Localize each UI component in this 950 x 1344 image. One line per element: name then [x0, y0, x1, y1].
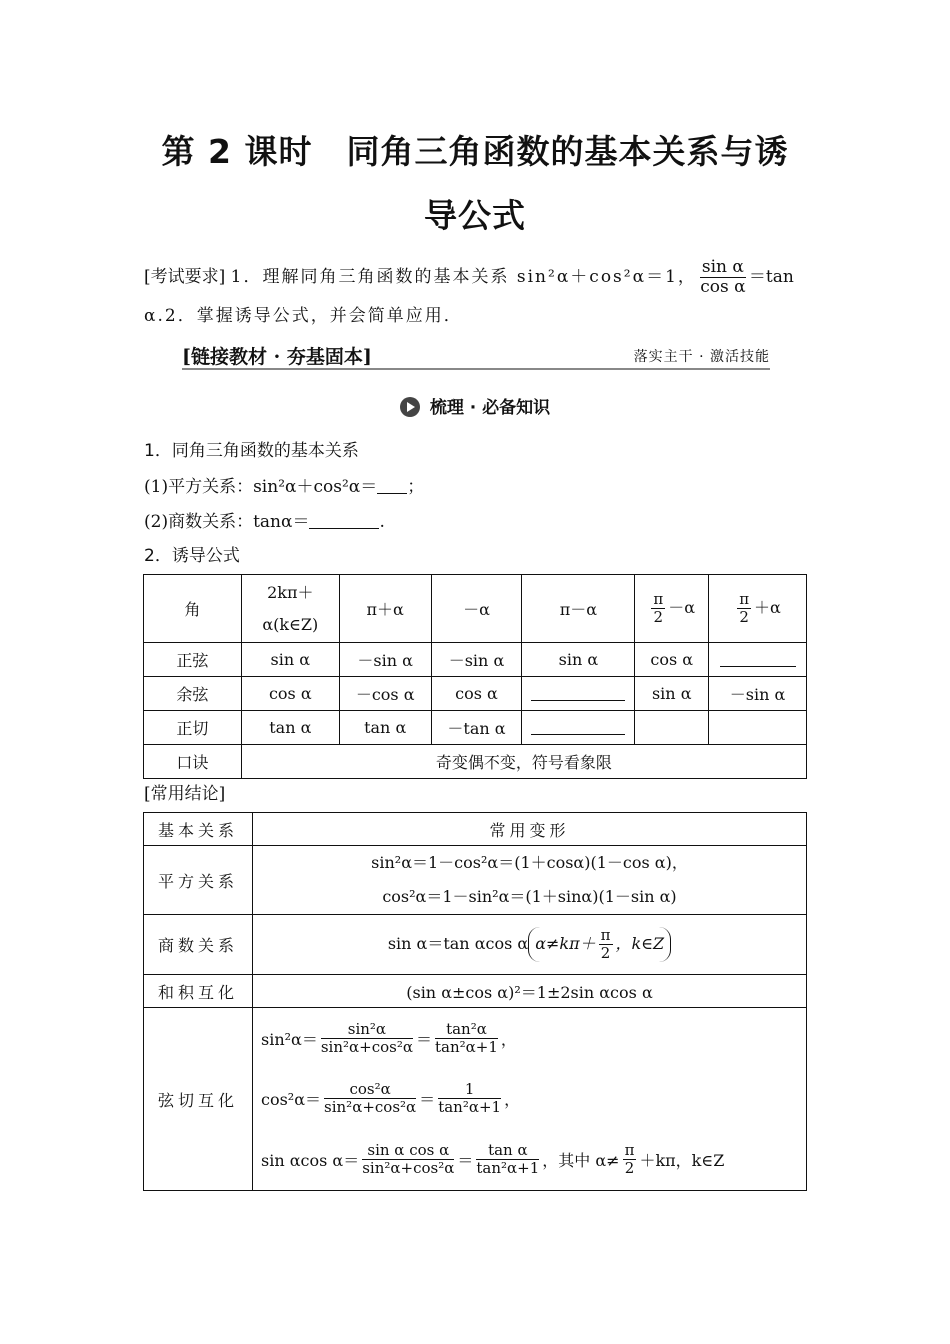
fraction-numerator: π [624, 1140, 635, 1159]
formula-text: ＝ [457, 1150, 474, 1170]
half-pi-fraction [623, 1142, 637, 1177]
square-relation-suffix: ； [407, 477, 425, 497]
row-label: 平方关系 [144, 846, 253, 915]
table-cell-empty [709, 711, 807, 745]
fraction [435, 1021, 498, 1056]
requirement-text1: 1．理解同角三角函数的基本关系 sin²α＋cos²α＝1， [230, 267, 697, 287]
requirement-text2: ＝tan [748, 267, 794, 287]
formula-text: ＝ [416, 1029, 433, 1049]
col-header-2kpi [241, 575, 339, 643]
heading-2: 2．诱导公式 [144, 546, 240, 566]
table-row-cosine [144, 677, 807, 711]
requirement-label: [考试要求] [144, 267, 226, 287]
answer-blank [309, 512, 379, 529]
item-square-relation [144, 472, 424, 497]
formula-text: sin α＝tan αcos α [387, 934, 529, 953]
fraction-numerator: tan²α [435, 1021, 498, 1039]
row-label: 余弦 [144, 677, 242, 711]
formula-text: cos²α＝ [261, 1089, 322, 1109]
row-content [253, 1008, 807, 1191]
col-header-half-pi-minus [635, 575, 709, 643]
requirement-text3: α.2．掌握诱导公式，并会简单应用． [144, 306, 463, 326]
banner-right: 落实主干 · 激活技能 [633, 349, 770, 365]
half-pi-fraction [737, 591, 751, 626]
fraction-denominator: sin²α+cos²α [320, 1037, 413, 1056]
row-content: (sin α±cos α)²＝1±2sin αcos α [253, 975, 807, 1008]
fraction-denominator: sin²α+cos²α [362, 1158, 455, 1177]
fraction [438, 1081, 501, 1116]
fraction [476, 1142, 539, 1177]
table-cell: sin α [522, 643, 635, 677]
col1-line1: 2kπ＋ [267, 582, 314, 602]
formula-text: ， [504, 1089, 521, 1109]
fraction-denominator: cos α [700, 277, 746, 297]
col6-suffix: ＋α [754, 598, 781, 617]
answer-blank [531, 684, 625, 701]
fraction-numerator: 1 [438, 1081, 501, 1099]
row-quotient-relation [144, 915, 807, 975]
table-corner: 角 [144, 575, 242, 643]
fraction-numerator: sin α cos α [362, 1142, 454, 1160]
formula-text: ，其中 α≠ [542, 1150, 620, 1170]
formula-line-1 [261, 1009, 806, 1067]
table-cell: cos α [635, 643, 709, 677]
row-label: 正切 [144, 711, 242, 745]
condition-text: ，k∈Z [615, 934, 665, 953]
col1-line2: α(k∈Z) [262, 614, 319, 634]
col5-suffix: －α [668, 598, 696, 617]
table-cell: cos α [241, 677, 339, 711]
answer-blank [720, 650, 796, 667]
row-label: 商数关系 [144, 915, 253, 975]
fraction-denominator: 2 [739, 608, 749, 626]
fraction-numerator: cos²α [324, 1081, 416, 1099]
section-subtitle [0, 393, 950, 418]
formula-line: sin²α＝1－cos²α＝(1＋cosα)(1－cos α)， [371, 853, 688, 872]
fraction [324, 1081, 416, 1116]
fraction-numerator: sin α [701, 257, 744, 277]
row-content [253, 915, 807, 975]
square-relation-text: (1)平方关系：sin²α＋cos²α＝ [144, 477, 378, 497]
table-row-motto [144, 745, 807, 779]
table-cell: cos α [431, 677, 522, 711]
section-banner [182, 342, 770, 370]
banner-left: [链接教材 · 夯基固本] [182, 346, 372, 368]
fraction-denominator: 2 [653, 608, 664, 626]
table-cell: tan α [339, 711, 431, 745]
answer-blank [377, 477, 407, 494]
condition-text: α≠kπ＋ [535, 934, 596, 953]
row-label: 口诀 [144, 745, 242, 779]
fraction-denominator: 2 [624, 1158, 635, 1177]
answer-blank [531, 718, 625, 735]
fraction [321, 1021, 413, 1056]
fraction-denominator: sin²α+cos²α [324, 1097, 417, 1116]
fraction-denominator: tan²α+1 [435, 1037, 498, 1056]
motto-cell: 奇变偶不变，符号看象限 [241, 745, 806, 779]
formula-text: sin αcos α＝ [261, 1150, 360, 1170]
requirement-fraction [700, 258, 746, 297]
table-cell-blank [522, 711, 635, 745]
table-row-tangent [144, 711, 807, 745]
col-header-pi-plus: π＋α [339, 575, 431, 643]
col-header-neg: －α [431, 575, 522, 643]
table-cell: －tan α [431, 711, 522, 745]
row-label: 和积互化 [144, 975, 253, 1008]
table-cell: tan α [241, 711, 339, 745]
fraction-numerator: π [739, 590, 750, 608]
table-cell: －sin α [709, 677, 807, 711]
exam-requirement [144, 258, 808, 297]
half-pi-fraction [599, 927, 613, 962]
induction-formula-table [143, 574, 807, 779]
row-sum-product [144, 975, 807, 1008]
formula-text: ＋kπ，k∈Z [639, 1150, 725, 1170]
page-title-line1: 第 2 课时 同角三角函数的基本关系与诱 [161, 132, 789, 171]
fraction-numerator: tan α [476, 1142, 539, 1160]
row-label: 正弦 [144, 643, 242, 677]
fraction-numerator: π [600, 926, 611, 944]
formula-line: cos²α＝1－sin²α＝(1＋sinα)(1－sin α) [382, 887, 677, 906]
condition-paren [528, 927, 671, 962]
row-sin-tan-conversion [144, 1008, 807, 1191]
table-row-sine [144, 643, 807, 677]
heading-1: 1．同角三角函数的基本关系 [144, 441, 359, 461]
table-cell: sin α [635, 677, 709, 711]
half-pi-fraction [651, 591, 665, 626]
section-subtitle-text: 梳理 · 必备知识 [429, 398, 551, 418]
formula-line-3 [261, 1129, 806, 1189]
fraction-denominator: tan²α+1 [476, 1158, 540, 1177]
quotient-relation-text: (2)商数关系：tanα＝ [144, 512, 310, 532]
row-square-relation [144, 846, 807, 915]
table-cell: －sin α [431, 643, 522, 677]
fraction [362, 1142, 454, 1177]
table-cell: －sin α [339, 643, 431, 677]
fraction-numerator: π [653, 590, 664, 608]
fraction-denominator: tan²α+1 [438, 1097, 502, 1116]
formula-text: sin²α＝ [261, 1029, 318, 1049]
item-quotient-relation [144, 507, 385, 532]
play-icon [400, 397, 420, 417]
row-label: 弦切互化 [144, 1008, 253, 1191]
conclusion-label: [常用结论] [144, 784, 226, 804]
table-cell: sin α [241, 643, 339, 677]
table-cell-blank [522, 677, 635, 711]
header-common-forms: 常用变形 [253, 813, 807, 846]
fraction-denominator: 2 [600, 944, 611, 962]
formula-line-2 [261, 1067, 806, 1129]
table-cell-blank [709, 643, 807, 677]
fraction-numerator: sin²α [321, 1021, 413, 1039]
table-cell: －cos α [339, 677, 431, 711]
formula-text: ＝ [419, 1089, 436, 1109]
header-basic-relation: 基本关系 [144, 813, 253, 846]
row-content [253, 846, 807, 915]
quotient-relation-suffix: . [379, 512, 385, 532]
conclusion-table [143, 812, 807, 1191]
col-header-half-pi-plus [709, 575, 807, 643]
page-title-line2: 导公式 [424, 196, 526, 235]
col-header-pi-minus: π－α [522, 575, 635, 643]
formula-text: ， [500, 1029, 517, 1049]
table-cell-empty [635, 711, 709, 745]
